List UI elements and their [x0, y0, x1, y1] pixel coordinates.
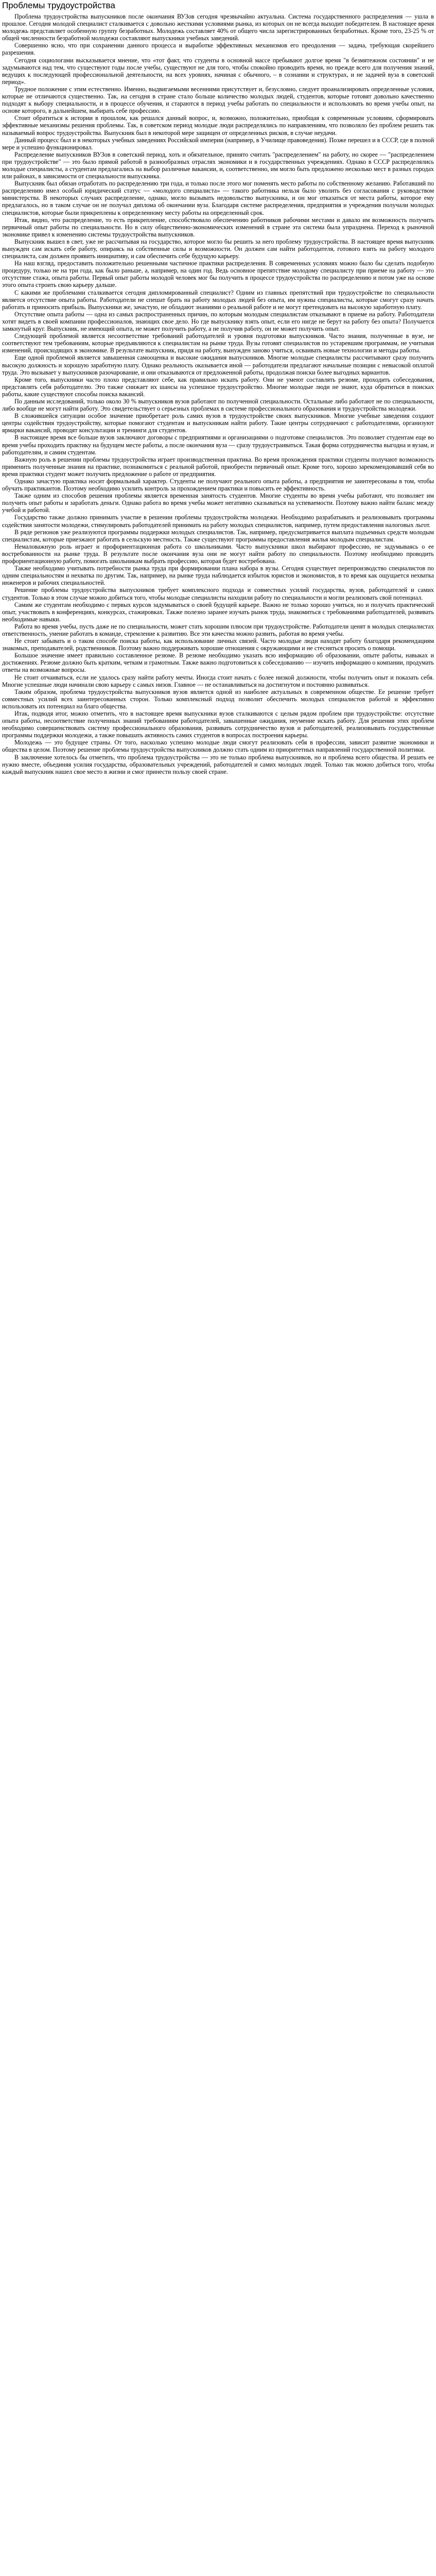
page-title: Проблемы трудоустройства — [2, 1, 115, 10]
paragraph: Данный процесс был и в некоторых учебных заведениях Российской империи (например, в Училище правоведения). Позже перешел и в СССР, где в полной мере и успешно функционировал. — [2, 136, 434, 151]
paragraph: В сложившейся ситуации особое значение приобретает роль самих вузов в трудоустройстве своих выпускников. Многие учебные заведения создают центры содействия трудоустройству, которые помогают студентам и выпускникам найти работу. Такие центры сотрудничают с работодателями, организуют ярмарки вакансий, проводят консультации и тренинги для студентов. — [2, 412, 434, 434]
paragraph: Не стоит забывать и о таком способе поиска работы, как использование личных связей. Часто молодые люди находят работу благодаря рекомендациям знакомых, преподавателей, родственников. Поэтому важно поддерживать хорошие отношения с окружающими и не стесняться просить о помощи. — [2, 637, 434, 652]
paragraph: Немаловажную роль играет и профориентационная работа со школьниками. Часто выпускники школ выбирают профессию, не задумываясь о ее востребованности на рынке труда. В результате после окончания вуза они не могут найти работу по специальности. Поэтому необходимо проводить профориентационную работу, помогать школьникам выбрать профессию, которая будет востребована. — [2, 543, 434, 565]
paragraph: В заключение хотелось бы отметить, что проблема трудоустройства — это не только проблема выпускников, но и проблема всего общества. И решать ее нужно вместе, объединяя усилия государства, образовательных учреждений, работодателей и самих молодых людей. Только так можно добиться того, чтобы каждый выпускник нашел свое место в жизни и смог принести пользу своей стране. — [2, 753, 434, 775]
paragraph: Самим же студентам необходимо с первых курсов задумываться о своей будущей карьере. Важно не только хорошо учиться, но и получать практический опыт, участвовать в конференциях, конкурсах, стажировках. Также полезно заранее изучать рынок труда, знакомиться с требованиями работодателей, развивать необходимые навыки. — [2, 601, 434, 623]
paragraph: Сегодня социологами высказывается мнение, что «тот факт, что студенты в основной массе пребывают долгое время "в безмятежном состоянии" и не задумываются над тем, что существуют годы после учебы, существуют не для того, чтобы спокойно проводить время, но прежде всего для получения знаний, ведущих к последующей профессиональной деятельности, на всех уровнях, начиная с обычного, – в сознании и структурах, и не задачей вуза в советский период». — [2, 56, 434, 86]
paragraph: Также одним из способов решения проблемы является временная занятость студентов. Многие студенты во время учебы работают, что позволяет им получить опыт работы и заработать деньги. Однако работа во время учебы может негативно сказываться на успеваемости. Поэтому важно найти баланс между учебой и работой. — [2, 492, 434, 514]
paragraph: Выпускник вышел в свет, уже не рассчитывая на государство, которое могло бы решить за него проблему трудоустройства. В настоящее время выпускник вынужден сам искать себе работу, опираясь на собственные силы и возможности. Он должен сам найти работодателя, готового взять на работу молодого специалиста, сам должен проявить инициативу, и сам обеспечить себе будущую карьеру. — [2, 238, 434, 260]
paragraph: Государство также должно принимать участие в решении проблемы трудоустройства молодежи. Необходимо разрабатывать и реализовывать программы содействия занятости молодежи, стимулировать работодателей принимать на работу молодых специалистов, например, путем предоставления налоговых льгот. — [2, 514, 434, 529]
paragraph: Кроме того, выпускники часто плохо представляют себе, как правильно искать работу. Они не умеют составлять резюме, проходить собеседования, представлять себя работодателю. Это также снижает их шансы на успешное трудоустройство. Многие молодые люди не знают, куда обратиться в поисках работы, какие существуют способы поиска вакансий. — [2, 376, 434, 398]
paragraph: Молодежь — это будущее страны. От того, насколько успешно молодые люди смогут реализовать себя в профессии, зависит развитие экономики и общества в целом. Поэтому решение проблемы трудоустройства выпускников должно стать одним из приоритетных направлений государственной политики. — [2, 739, 434, 754]
paragraph: Также необходимо учитывать потребности рынка труда при формировании плана набора в вузы. Сегодня существует перепроизводство специалистов по одним специальностям и нехватка по другим. Так, например, на рынке труда наблюдается избыток юристов и экономистов, в то время как ощущается нехватка инженеров и рабочих специальностей. — [2, 565, 434, 587]
paragraph: Выпускник был обязан отработать по распределению три года, и только после этого мог поменять место работы по собственному желанию. Работавший по распределению имел особый юридический статус — «молодого специалиста» — такого работника нельзя было уволить без согласования с руководством министерства. В некоторых случаях распределение, однако, могло вызывать недовольство выпускника, и он мог отказаться от места работы, которое ему предлагалось, но в таком случае он не получал диплома об окончании вуза. Благодаря системе распределения, предприятия и учреждения получали молодых специалистов, которые были прикреплены к определенному месту работы на определенный срок. — [2, 180, 434, 216]
paragraph: Не стоит отчаиваться, если не удалось сразу найти работу мечты. Иногда стоит начать с более низкой должности, чтобы получить опыт и показать себя. Многие успешные люди начинали свою карьеру с самых низов. Главное — не останавливаться на достигнутом и постоянно развиваться. — [2, 673, 434, 688]
paragraph: Стоит обратиться к истории в прошлом, как решался данный вопрос, и, возможно, положительно, приобщая к современным условиям, сформировать эффективные механизмы решения проблемы. Так, в советском период молодые люди распределялись по направлениям, что позволяло без проблем решить так называемый вопрос трудоустройства. Выпускник был в некоторой мере защищен от определенных рисков, в случае неудачи. — [2, 114, 434, 137]
paragraph: Итак, подводя итог, можно отметить, что в настоящее время выпускники вузов сталкиваются с целым рядом проблем при трудоустройстве: отсутствие опыта работы, несоответствие полученных знаний требованиям работодателей, завышенные ожидания, неумение искать работу. Для решения этих проблем необходимо совершенствовать систему профессионального образования, развивать сотрудничество вузов и работодателей, реализовывать государственные программы поддержки молодежи, а также повышать активность самих студентов в вопросах построения карьеры. — [2, 710, 434, 739]
paragraph: С какими же проблемами сталкивается сегодня дипломированный специалист? Одним из главных препятствий при трудоустройстве по специальности является отсутствие опыта работы. Работодатели не спешат брать на работу молодых людей без опыта, им нужны специалисты, которые смогут сразу начать работать и приносить прибыль. Выпускники же, зачастую, не обладают знаниями о реальной работе и не могут претендовать на высокую заработную плату. — [2, 289, 434, 311]
paragraph: Решение проблемы трудоустройства выпускников требует комплексного подхода и совместных усилий государства, вузов, работодателей и самих студентов. Только в этом случае можно добиться того, чтобы молодые специалисты находили работу по специальности и могли реализовать свой потенциал. — [2, 586, 434, 601]
paragraph: Следующей проблемой является несоответствие требований работодателей и уровня подготовки выпускников. Часто знания, полученные в вузе, не соответствуют тем требованиям, которые предъявляются к специалистам на рынке труда. Вузы готовят специалистов по устаревшим программам, не учитывая изменений, происходящих в экономике. В результате выпускник, придя на работу, вынужден заново учиться, осваивать новые технологии и методы работы. — [2, 332, 434, 354]
paragraph: Трудное положение с этим естественно. Именно, выдвигаемыми весенними присутствует и, безусловно, следует проанализировать определенные условия, которые не отличаются существенно. Так, на сегодня в стране стало больше количество молодых людей, студентов, которые готовят довольно качественно подходят к выбору специальности, и в процессе обучения, и стараются в период учебы работать по специальности и использовать во время учебы опыт, на основе которого, в дальнейшем, выбирать себе профессию. — [2, 85, 434, 115]
paragraph: Большое значение имеет правильно составленное резюме. В резюме необходимо указать всю информацию об образовании, опыте работы, навыках и достижениях. Резюме должно быть кратким, четким и грамотным. Также важно подготовиться к собеседованию — изучить информацию о компании, продумать ответы на возможные вопросы. — [2, 652, 434, 674]
paragraph: В настоящее время все больше вузов заключают договоры с предприятиями и организациями о подготовке специалистов. Это позволяет студентам еще во время учебы проходить практику на будущем месте работы, а после окончания вуза — сразу трудоустраиваться. Такая форма сотрудничества выгодна и вузам, и работодателям, и самим студентам. — [2, 434, 434, 456]
paragraph: Совершенно ясно, что при сохранении данного процесса и выработке эффективных механизмов его преодоления — задача, требующая скорейшего разрешения. — [2, 42, 434, 57]
paragraph: Таким образом, проблема трудоустройства выпускников вузов является одной из наиболее актуальных в современном обществе. Ее решение требует совместных усилий всех заинтересованных сторон. Только комплексный подход позволит обеспечить молодых специалистов работой и эффективно использовать их потенциал на благо общества. — [2, 688, 434, 710]
paragraph: Проблема трудоустройства выпускников после окончания ВУЗов сегодня чрезвычайно актуальна. Система государственного распределения — ушла в прошлое. Сегодня молодой специалист сталкивается с довольно жесткими условиями рынка, из которых он не всегда выходит победителем. В настоящее время молодежь представляет особенную группу безработных. Молодежь составляет 40% от общего числа зарегистрированных безработных. Кроме того, 23-25 % от общей численности безработной молодежи составляют выпускники учебных заведений. — [2, 13, 434, 42]
paragraph: Отсутствие опыта работы — одна из самых распространенных причин, по которым молодым специалистам отказывают в приеме на работу. Работодатели хотят видеть в своей компании профессионалов, знающих свое дело. Но где выпускнику взять опыт, если его нигде не берут на работу без опыта? Получается замкнутый круг. Выпускник, не имеющий опыта, не может получить работу, а не получив работу, он не может получить опыт. — [2, 310, 434, 333]
document-page — [0, 1, 436, 778]
paragraph: Распределение выпускников ВУЗов в советский период, хоть и обязательное, принято считать "распределением" на работу, но скорее — "распределением при трудоустройстве" — это было прямой работой в разнообразных отраслях экономики и в государственных учреждениях. Однако в СССР распределялись молодые специалисты, а студентам предлагались на выбор различные вакансии, и, соответственно, им могло быть предложено несколько мест в разных городах или районах, в зависимости от специальности выпускника. — [2, 150, 434, 180]
paragraph: По данным исследований, только около 30 % выпускников вузов работают по полученной специальности. Остальные либо работают не по специальности, либо вообще не могут найти работу. Это свидетельствует о серьезных проблемах в системе профессионального образования и трудоустройства молодежи. — [2, 397, 434, 413]
article-body — [2, 13, 434, 775]
paragraph: Важную роль в решении проблемы трудоустройства играет производственная практика. Во время прохождения практики студенты получают возможность применить полученные знания на практике, познакомиться с реальной работой, приобрести первичный опыт. Кроме того, хорошо зарекомендовавший себя во время практики студент может получить предложение о работе от предприятия. — [2, 455, 434, 478]
paragraph: На наш взгляд, предоставить положительно решенными частичное практики распределения. В современных условиях можно было бы сделать подобную процедуру, только не на три года, как было раньше, а, например, на один год. Ведь основное препятствие молодому специалисту при приеме на работу — это отсутствие стажа, опыта работы. Первый опыт работы молодой человек мог бы получить в процессе трудоустройства по распределению и потом уже на основе этого опыта строить свою карьеру дальше. — [2, 260, 434, 289]
paragraph: В ряде регионов уже реализуются программы поддержки молодых специалистов. Так, например, предусматривается выплата подъемных средств молодым специалистам, которые приезжают работать в сельскую местность. Также существуют программы предоставления жилья молодым специалистам. — [2, 528, 434, 543]
paragraph: Работа во время учебы, пусть даже не по специальности, может стать хорошим плюсом при трудоустройстве. Работодатели ценят в молодых специалистах ответственность, умение работать в команде, стремление к развитию. Все эти качества можно развить, работая во время учебы. — [2, 622, 434, 637]
paragraph: Еще одной проблемой является завышенная самооценка и высокие ожидания выпускников. Многие молодые специалисты рассчитывают сразу получить высокую должность и хорошую заработную плату. Однако реальность оказывается иной — работодатели предлагают начальные позиции с невысокой оплатой труда. Это вызывает у выпускников разочарование, и они отказываются от предложенной работы, продолжая поиски более выгодных вариантов. — [2, 354, 434, 376]
paragraph: Однако зачастую практика носит формальный характер. Студенты не получают реального опыта работы, а предприятия не заинтересованы в том, чтобы обучать практикантов. Поэтому необходимо усилить контроль за прохождением практики и повысить ее эффективность. — [2, 478, 434, 493]
paragraph: Итак, видно, что распределение, то есть прикрепление, способствовало обеспечению работников рабочими местами и давало им возможность получить первичный опыт работы по специальности. Но в силу общественно-экономических изменений в стране эта система была упразднена. Переход к рыночной экономике привел к изменению системы трудоустройства выпускников. — [2, 216, 434, 238]
